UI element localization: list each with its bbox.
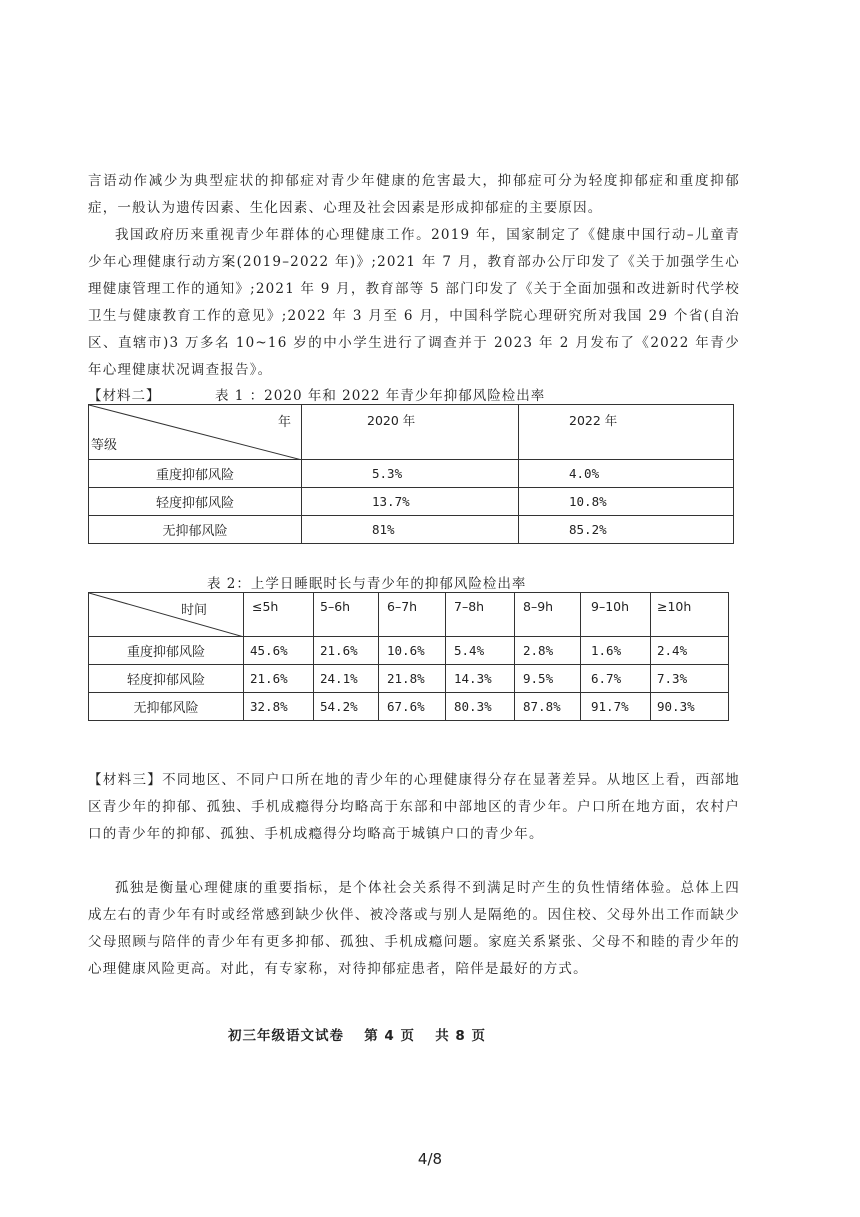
table2-cell: 80.3% (446, 693, 515, 721)
table1-cell: 81% (302, 516, 519, 544)
table2-cell: 9.5% (515, 665, 581, 693)
table2-cell: 32.8% (244, 693, 314, 721)
table2-cell: 54.2% (314, 693, 379, 721)
table2-cell: 1.6% (581, 637, 651, 665)
table2-row-label: 轻度抑郁风险 (89, 665, 244, 693)
table2-col-header: ≥10h (651, 593, 729, 637)
table2-col-header: 6–7h (379, 593, 446, 637)
table2 (88, 592, 729, 721)
table1-row-label: 轻度抑郁风险 (89, 488, 302, 516)
table1-header-row (89, 405, 734, 460)
table2-cell: 90.3% (651, 693, 729, 721)
table2-corner-cell (89, 593, 244, 637)
table2-cell: 21.6% (314, 637, 379, 665)
table2-cell: 21.8% (379, 665, 446, 693)
table2-cell: 24.1% (314, 665, 379, 693)
table2-row-label: 无抑郁风险 (89, 693, 244, 721)
table2-cell: 14.3% (446, 665, 515, 693)
table1-row-label: 重度抑郁风险 (89, 460, 302, 488)
page-footer: 初三年级语文试卷 第 4 页 共 8 页 (228, 1028, 486, 1044)
table-row (89, 637, 729, 665)
table1-corner-top: 年 (277, 415, 291, 430)
table2-col-header: 9–10h (581, 593, 651, 637)
table2-cell: 2.8% (515, 637, 581, 665)
table2-col-header: 5–6h (314, 593, 379, 637)
table2-cell: 2.4% (651, 637, 729, 665)
table2-cell: 67.6% (379, 693, 446, 721)
table2-cell: 91.7% (581, 693, 651, 721)
table-row (89, 665, 729, 693)
table1-corner-bottom: 等级 (91, 438, 118, 453)
table2-cell: 87.8% (515, 693, 581, 721)
table2-col-header: ≤5h (244, 593, 314, 637)
table1-cell: 10.8% (519, 488, 734, 516)
paragraph-material-three: 【材料三】不同地区、不同户口所在地的青少年的心理健康得分存在显著差异。从地区上看，西部地区青少年的抑郁、孤独、手机成瘾得分均略高于东部和中部地区的青少年。户口所在地方面，农村户口的青少年的抑郁、孤独、手机成瘾得分均略高于城镇户口的青少年。 (88, 772, 740, 842)
paragraph-policy: 我国政府历来重视青少年群体的心理健康工作。2019 年，国家制定了《健康中国行动–儿童青少年心理健康行动方案(2019–2022 年)》;2021 年 7 月，教育部办公厅印发了《关于加强学生心理健康管理工作的通知》;2021 年 9 月，教育部等 5 部门印发了《关于全面加强和改进新时代学校卫生与健康教育工作的意见》;2022 年 3 月至 6 月，中国科学院心理研究所对我国 29 个省(自治区、直辖市)3 万多名 10~16 岁的中小学生进行了调查并于 2023 年 2 月发布了《2022 年青少年心理健康状况调查报告》。 (88, 227, 740, 378)
diagonal-line (89, 593, 244, 637)
table1-col-2022: 2022 年 (519, 405, 734, 460)
table2-cell: 6.7% (581, 665, 651, 693)
table1-cell: 13.7% (302, 488, 519, 516)
table2-header-row (89, 593, 729, 637)
table1-corner-cell (89, 405, 302, 460)
table2-caption: 表 2：上学日睡眠时长与青少年的抑郁风险检出率 (207, 576, 527, 592)
table2-row-label: 重度抑郁风险 (89, 637, 244, 665)
table1-cell: 85.2% (519, 516, 734, 544)
page-number: 4/8 (417, 1150, 443, 1168)
table1-caption: 表 1 ：2020 年和 2022 年青少年抑郁风险检出率 (215, 388, 546, 404)
table2-col-header: 7–8h (446, 593, 515, 637)
table1-col-2020: 2020 年 (302, 405, 519, 460)
table1-cell: 4.0% (519, 460, 734, 488)
diagonal-line (89, 405, 302, 460)
table2-cell: 10.6% (379, 637, 446, 665)
table2-col-header: 8–9h (515, 593, 581, 637)
paragraph-loneliness: 孤独是衡量心理健康的重要指标，是个体社会关系得不到满足时产生的负性情绪体验。总体上四成左右的青少年有时或经常感到缺少伙伴、被冷落或与别人是隔绝的。因住校、父母外出工作而缺少父母照顾与陪伴的青少年有更多抑郁、孤独、手机成瘾问题。家庭关系紧张、父母不和睦的青少年的心理健康风险更高。对此，有专家称，对待抑郁症患者，陪伴是最好的方式。 (88, 880, 740, 977)
table1-cell: 5.3% (302, 460, 519, 488)
table2-corner-top: 时间 (181, 603, 208, 618)
table2-cell: 21.6% (244, 665, 314, 693)
table2-cell: 5.4% (446, 637, 515, 665)
table1-row-label: 无抑郁风险 (89, 516, 302, 544)
paragraph-intro: 言语动作减少为典型症状的抑郁症对青少年健康的危害最大，抑郁症可分为轻度抑郁症和重度抑郁症，一般认为遗传因素、生化因素、心理及社会因素是形成抑郁症的主要原因。 (88, 173, 740, 216)
table-row (89, 693, 729, 721)
table-row (89, 516, 734, 544)
material-two-label: 【材料二】 (88, 388, 161, 404)
table1 (88, 404, 734, 544)
table2-cell: 7.3% (651, 665, 729, 693)
table-row (89, 460, 734, 488)
table2-cell: 45.6% (244, 637, 314, 665)
table-row (89, 488, 734, 516)
